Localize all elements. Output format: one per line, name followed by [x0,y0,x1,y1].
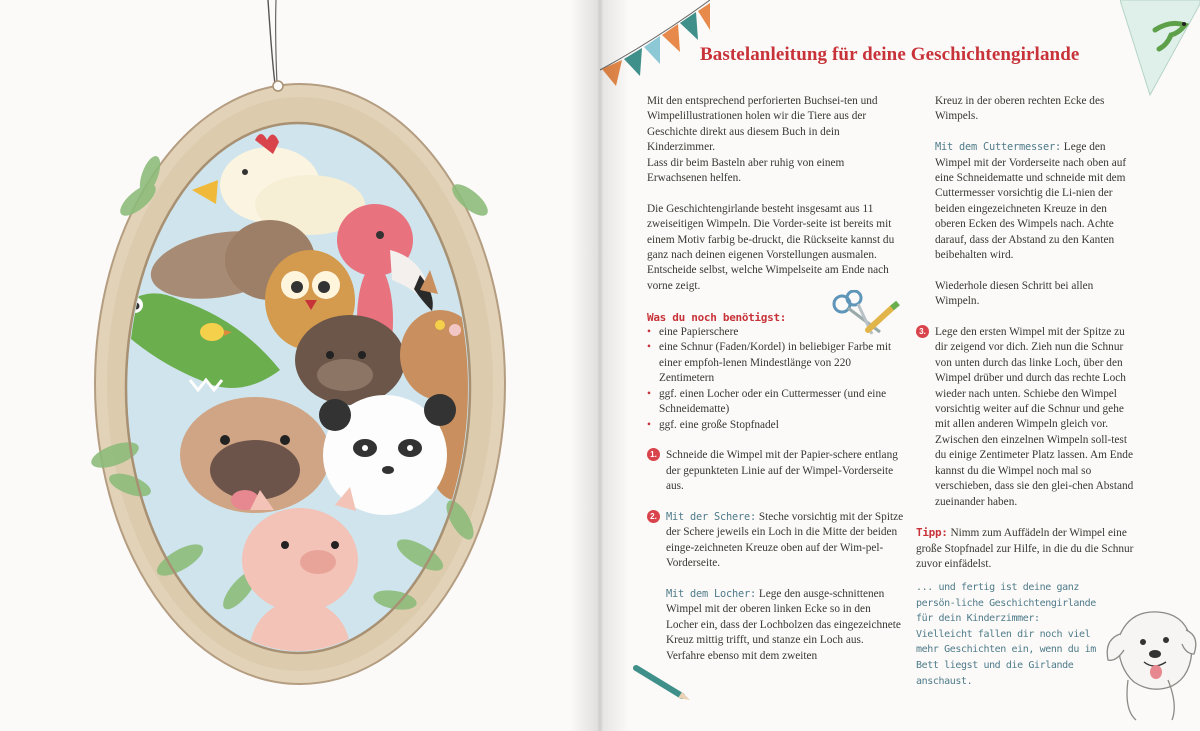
text-column-left [647,94,905,679]
step-2-label: Mit der Schere: [666,510,756,523]
intro-paragraph-2: Die Geschichtengirlande besteht insgesamt aus 11 zweiseitigen Wimpeln. Die Vorder-seite ist bereits mit einem Motiv farbig be-druckt, die Rückseite kannst du ganz nach deinen eigenen Vorstellungen ausmalen. Entscheide selbst, welche Wimpelseite am Ende nach vorne zeigt. [647,202,895,292]
outro-handwritten: ... und fertig ist deine ganz persön-liche Geschichtengirlande für dein Kinderzimmer: Vielleicht fallen dir noch viel mehr Geschichten ein, wenn du im Bett liegst und die Girlande anschaust. [916,582,1096,687]
step-number-badge: 1. [647,448,660,461]
step-3-text: Lege den ersten Wimpel mit der Spitze zu dir zeigend vor dich. Zieh nun die Schnur von unten durch das linke Loch, über den Wimpel drüber und durch das rechte Loch wieder nach unten. Schiebe den Wimpel vorsichtig weiter auf die Schnur und gehe mit allen anderen Wimpeln gleich vor. Zwischen den einzelnen Wimpeln soll-test du einige Zentimeter Platz lassen. Am Ende kannst du die Wimpel noch mal so verschieben, dass sie den glei-chen Abstand zueinander haben. [935,326,1134,508]
page-title: Bastelanleitung für deine Geschichtengirlande [700,44,1080,65]
intro-paragraph-1 [647,94,905,186]
text-column-right [916,94,1138,588]
repeat-instruction: Wiederhole diesen Schritt bei allen Wimpeln. [935,279,1094,308]
step-3 [916,325,1138,510]
cutter-instructions [916,140,1138,263]
step-1-text: Schneide die Wimpel mit der Papier-schere entlang der gepunkteten Linie auf der Wimpel-Vorderseite aus. [666,449,898,493]
list-item: • eine Schnur (Faden/Kordel) in beliebiger Farbe mit einer empfoh-lenen Mindestlänge von 220 Zentimetern [647,340,905,386]
dog-illustration [1098,600,1198,725]
step-2-text: Steche vorsichtig mit der Spitze der Schere jeweils ein Loch in die Mitte der beiden einge-zeichneten Kreuze oben auf der Wim-pel-Vorderseite. [666,510,904,570]
step-1 [647,448,905,494]
materials-list [647,325,905,433]
lizard-pennant [1120,0,1200,100]
tip-text: Nimm zum Auffädeln der Wimpel eine große Stopfnadel zur Hilfe, in die du die Schnur zuvor einfädelst. [916,527,1134,571]
cutter-text: Lege den Wimpel mit der Vorderseite nach oben auf eine Schneidematte und schneide mit dem Cuttermesser vorsichtig die Li-nien der beiden eingezeichneten Kreuze in den oberen Ecken des Wimpels nach. Achte darauf, dass der Abstand zu den Kanten beibehalten wird. [935,141,1127,262]
list-item: • ggf. eine große Stopfnadel [647,418,905,433]
step-number-badge: 3. [916,325,929,338]
locher-continued: Kreuz in der oberen rechten Ecke des Wimpels. [935,95,1105,123]
step-number-badge: 2. [647,510,660,523]
materials-heading: Was du noch benötigst: [647,310,787,324]
locher-text: Lege den ausge-schnittenen Wimpel mit der oberen linken Ecke so in den Locher ein, dass der Lochbolzen das eingezeichnete Kreuz mittig trifft, und stanze ein Loch aus. Verfahre ebenso mit dem zweiten [666,587,901,662]
step-2 [647,510,905,572]
intro-text-1: Mit den entsprechend perforierten Buchsei-ten und Wimpelillustrationen holen wir die Tiere aus der Geschichte direkt aus diesem Buch in dein Kinderzimmer. [647,95,878,154]
locher-instructions [647,587,905,664]
locher-label: Mit dem Locher: [666,587,756,600]
list-item: • ggf. einen Locher oder ein Cuttermesser (und eine Schneidematte) [647,387,905,418]
intro-text-1b: Lass dir beim Basteln aber ruhig von einem Erwachsenen helfen. [647,156,845,185]
cutter-label: Mit dem Cuttermesser: [935,141,1061,154]
tip-label: Tipp: [916,526,948,540]
list-item: • eine Papierschere [647,325,905,340]
book-gutter-shadow [570,0,630,731]
tip-paragraph [916,525,1138,572]
